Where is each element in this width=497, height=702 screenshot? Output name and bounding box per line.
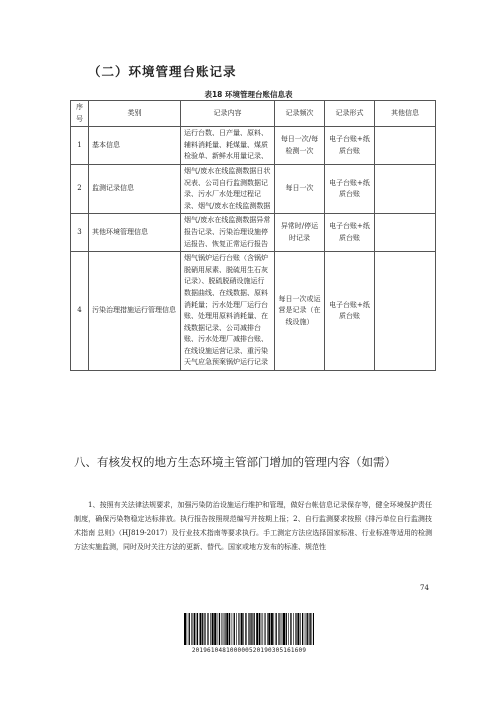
header-category: 类别 [89, 101, 181, 127]
barcode-bar [204, 613, 205, 645]
row-other [375, 164, 436, 213]
header-other: 其他信息 [375, 101, 436, 127]
barcode-bar [222, 613, 223, 645]
barcode-bar [259, 613, 260, 645]
barcode-bar [187, 613, 188, 645]
barcode-bar [288, 613, 289, 645]
barcode-bar [264, 613, 265, 645]
barcode-bar [223, 613, 224, 645]
barcode-number: 20196104810000052019030516160​9 [191, 647, 307, 654]
barcode-bar [310, 613, 311, 645]
row-frequency: 每日一次或运营是记录（在线设施） [275, 252, 325, 371]
barcode-bar [281, 613, 282, 645]
section-title: （二）环境管理台账记录 [88, 64, 237, 79]
header-frequency: 记录频次 [275, 101, 325, 127]
barcode-bar [309, 613, 310, 645]
row-no: 1 [71, 127, 89, 165]
barcode-bar [189, 613, 190, 645]
table-row [71, 214, 436, 252]
barcode-bar [241, 613, 243, 645]
barcode-bar [305, 613, 306, 645]
barcode-bar [283, 613, 285, 645]
barcode-bar [265, 613, 266, 645]
barcode-bar [234, 613, 235, 645]
barcode-bar [249, 613, 250, 645]
barcode-bar [184, 613, 186, 645]
row-category: 其他环境管理信息 [89, 214, 181, 252]
barcode-bar [297, 613, 299, 645]
barcode-bar [243, 613, 244, 645]
barcode-bar [254, 613, 255, 645]
row-form: 电子台账+纸质台账 [325, 164, 375, 213]
header-no: 序号 [71, 101, 89, 127]
barcode-bar [302, 613, 303, 645]
row-other [375, 127, 436, 165]
barcode-bar [200, 613, 202, 645]
barcode-bar [205, 613, 206, 645]
barcode-bar [267, 613, 268, 645]
row-category: 基本信息 [89, 127, 181, 165]
header-content: 记录内容 [181, 101, 275, 127]
barcode [184, 613, 314, 645]
barcode-bar [276, 613, 277, 645]
barcode-bar [212, 613, 214, 645]
barcode-bar [274, 613, 275, 645]
barcode-bar [191, 613, 192, 645]
barcode-bar [236, 613, 237, 645]
barcode-bar [219, 613, 220, 645]
table-row [71, 252, 436, 371]
row-no: 2 [71, 164, 89, 213]
row-form: 电子台账+纸质台账 [325, 214, 375, 252]
ledger-table [70, 100, 436, 371]
barcode-bar [196, 613, 197, 645]
page-number: 74 [420, 584, 429, 592]
barcode-bar [282, 613, 283, 645]
barcode-bar [296, 613, 297, 645]
barcode-bar [290, 613, 291, 645]
barcode-bar [224, 613, 225, 645]
row-frequency: 异常时/停运时记录 [275, 214, 325, 252]
row-content: 运行台数、日产量、原料、辅料消耗量、耗煤量、煤质检验单、新鲜水用量记录、 [181, 127, 275, 165]
row-content: 烟气/废水在线监测数据异常报告记录、污染治理设施停运报告、恢复正常运行报告 [181, 214, 275, 252]
barcode-bar [252, 613, 253, 645]
section-heading-8: 八、有核发权的地方生态环境主管部门增加的管理内容（如需） [74, 455, 396, 469]
barcode-bar [238, 613, 239, 645]
barcode-bar [293, 613, 294, 645]
row-no: 4 [71, 252, 89, 371]
barcode-bar [307, 613, 308, 645]
table-row [71, 164, 436, 213]
barcode-bar [268, 613, 270, 645]
body-paragraph: 1、按照有关法律法规要求，加强污染防治设施运行维护和管理，做好台帐信息记录保存等，健全环境保护责任制度，确保污染物稳定达标排放。执行报告按照规范编写并按期上报；2、自行监测要求按照《排污单位自行监测技术指南 总则》（HJ819-2017）及行业技术指南等要求执行。手工测定方法应选择国家标准、行业标准等适用的检测方法实施监测，同时及时关注方法的更新、替代。国家或地方发布的标准、规范性 [74, 501, 432, 551]
barcode-bar [217, 613, 218, 645]
barcode-bar [245, 613, 246, 645]
barcode-bar [225, 613, 226, 645]
row-category: 污染治理措施运行管理信息 [89, 252, 181, 371]
barcode-bar [210, 613, 211, 645]
row-frequency: 每日一次 [275, 164, 325, 213]
barcode-bar [286, 613, 287, 645]
barcode-bar [256, 613, 258, 645]
row-frequency: 每日一次/每检测一次 [275, 127, 325, 165]
barcode-bar [229, 613, 230, 645]
barcode-bar [279, 613, 280, 645]
barcode-bar [194, 613, 195, 645]
row-form: 电子台账+纸质台账 [325, 127, 375, 165]
barcode-bar [193, 613, 194, 645]
barcode-bar [271, 613, 273, 645]
barcode-bar [262, 613, 263, 645]
barcode-bar [232, 613, 233, 645]
barcode-bar [202, 613, 203, 645]
barcode-bar [240, 613, 241, 645]
barcode-bar [214, 613, 216, 645]
row-content: 烟气/废水在线监测数据日状况表、公司自行监测数据记录、污水厂水处理过程记录、烟气/废水在线监测数据 [181, 164, 275, 213]
row-no: 3 [71, 214, 89, 252]
barcode-bar [248, 613, 249, 645]
barcode-bar [226, 613, 228, 645]
table-caption: 表18 环境管理台账信息表 [204, 90, 293, 99]
barcode-bar [295, 613, 296, 645]
barcode-bar [250, 613, 251, 645]
barcode-bar [300, 613, 301, 645]
barcode-bar [261, 613, 262, 645]
row-category: 监测记录信息 [89, 164, 181, 213]
barcode-bar [278, 613, 279, 645]
barcode-bar [208, 613, 209, 645]
barcode-bar [207, 613, 208, 645]
barcode-bar [313, 613, 314, 645]
table-row [71, 127, 436, 165]
row-content: 烟气锅炉运行台账（含锅炉脱硝用尿素、脱硫用生石灰记录）、脱硫脱硝设施运行数据曲线、在线数据、原料消耗量；污水处理厂运行台账、处理用原料消耗量、在线数据记录、公司减排台账、污水处理厂减排台账、在线设施运营记录、重污染天气应急预案锅炉运行记录 [181, 252, 275, 371]
table-header-row [71, 101, 436, 127]
row-form: 电子台账+纸质台账 [325, 252, 375, 371]
row-other [375, 214, 436, 252]
barcode-bar [197, 613, 198, 645]
barcode-bar [306, 613, 307, 645]
row-other [375, 252, 436, 371]
header-form: 记录形式 [325, 101, 375, 127]
